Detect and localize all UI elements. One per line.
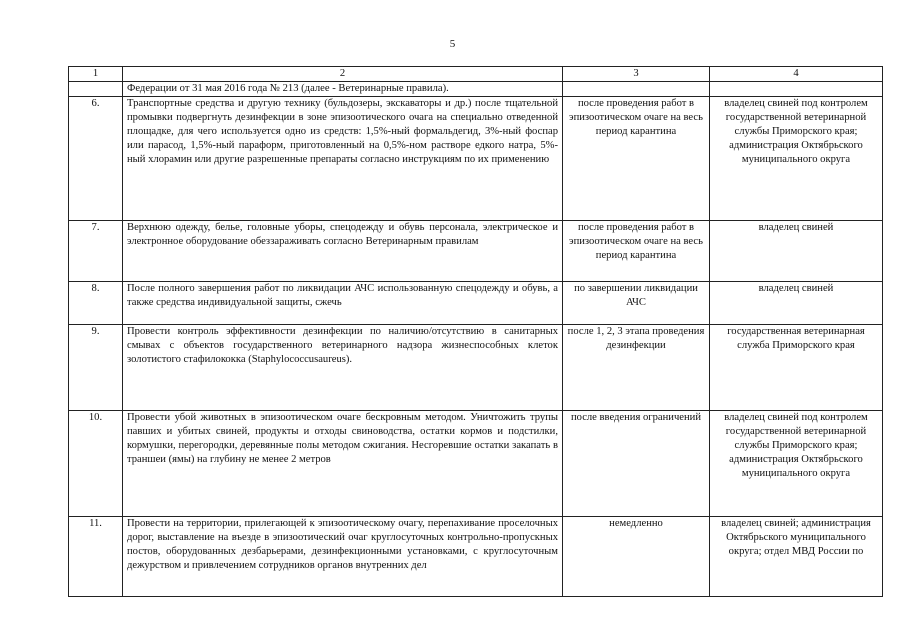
table-row — [69, 221, 883, 282]
row-number: 8. — [69, 282, 123, 325]
row-timing: после введения ограничений — [563, 411, 710, 517]
row-timing: немедленно — [563, 517, 710, 597]
row-number: 7. — [69, 221, 123, 282]
row-measure: Верхнюю одежду, белье, головные уборы, спецодежду и обувь персонала, электрическое и электронное оборудование обеззараживать согласно Ветеринарным правилам — [123, 221, 563, 282]
row-measure: Провести контроль эффективности дезинфекции по наличию/отсутствию в санитарных смывах с объектов государственного ветеринарного надзора жизнеспособных клеток золотистого стафилококка (Staphylococcusaureus). — [123, 325, 563, 411]
column-header-4: 4 — [710, 67, 883, 82]
row-number: 9. — [69, 325, 123, 411]
row-responsible: владелец свиней — [710, 221, 883, 282]
row-responsible: владелец свиней под контролем государственной ветеринарной службы Приморского края; администрация Октябрьского муниципального округа — [710, 411, 883, 517]
table-row — [69, 325, 883, 411]
table-row — [69, 97, 883, 221]
row-responsible: владелец свиней — [710, 282, 883, 325]
table-header-row — [69, 67, 883, 82]
row-timing: после 1, 2, 3 этапа проведения дезинфекции — [563, 325, 710, 411]
row-responsible: государственная ветеринарная служба Приморского края — [710, 325, 883, 411]
column-header-1: 1 — [69, 67, 123, 82]
page-number: 5 — [449, 38, 456, 50]
row-timing: после проведения работ в эпизоотическом очаге на весь период карантина — [563, 221, 710, 282]
row-measure: Транспортные средства и другую технику (бульдозеры, экскаваторы и др.) после тщательной промывки подвергнуть дезинфекции в зоне эпизоотического очага на специально отведенной площадке, для чего используется одно из средств: 1,5%-ный формальдегид, 3%-ный фоспар или парасод, 1,5%-ный параформ, приготовленный на 0,5%-ном растворе едкого натра, 5%-ный хлорамин или другие разрешенные препараты согласно инструкциям по их применению — [123, 97, 563, 221]
column-header-2: 2 — [123, 67, 563, 82]
table-row — [69, 411, 883, 517]
row-measure: После полного завершения работ по ликвидации АЧС использованную спецодежду и обувь, а также средства индивидуальной защиты, сжечь — [123, 282, 563, 325]
row-timing: после проведения работ в эпизоотическом очаге на весь период карантина — [563, 97, 710, 221]
row-number: 6. — [69, 97, 123, 221]
row-measure: Провести на территории, прилегающей к эпизоотическому очагу, перепахивание проселочных дорог, выставление на въезде в эпизоотический очаг круглосуточных контрольно-пропускных постов, оборудованных дезбарьерами, дезинфекционными установками, с круглосуточным дежурством и привлечением сотрудников органов внутренних дел — [123, 517, 563, 597]
measures-table — [68, 66, 883, 597]
column-header-3: 3 — [563, 67, 710, 82]
row-responsible: владелец свиней под контролем государственной ветеринарной службы Приморского края; администрация Октябрьского муниципального округа — [710, 97, 883, 221]
row-measure: Провести убой животных в эпизоотическом очаге бескровным методом. Уничтожить трупы павших и убитых свиней, продукты и отходы свиноводства, остатки кормов и подстилки, кормушки, перегородки, деревянные полы методом сжигания. Несгоревшие остатки закапать в траншеи (ямы) на глубину не менее 2 метров — [123, 411, 563, 517]
row-number: 10. — [69, 411, 123, 517]
row-number: 11. — [69, 517, 123, 597]
row-timing: по завершении ликвидации АЧС — [563, 282, 710, 325]
row-responsible: владелец свиней; администрация Октябрьского муниципального округа; отдел МВД России по — [710, 517, 883, 597]
table-row — [69, 282, 883, 325]
continuation-text: Федерации от 31 мая 2016 года № 213 (далее - Ветеринарные правила). — [123, 82, 563, 97]
table-row-continuation — [69, 82, 883, 97]
table-row — [69, 517, 883, 597]
